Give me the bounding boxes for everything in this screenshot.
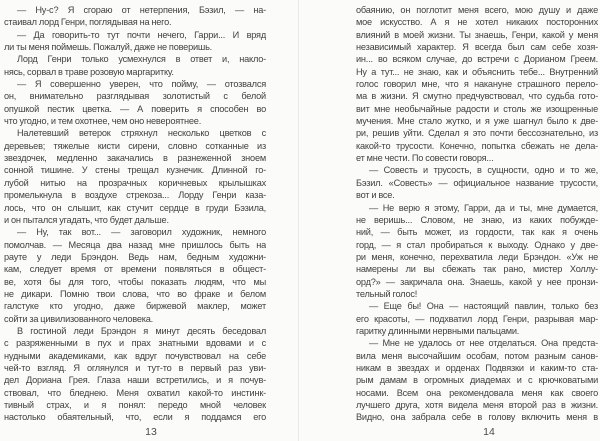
text-line: намерены ли вы сбежать так рано, мистер Холлу-	[356, 264, 598, 275]
text-line: промелькнула в воздухе стрекоза... Лорду Генри каза-	[4, 190, 266, 201]
text-line: Видно, она забрала себе в голову включить меня в	[356, 412, 598, 423]
text-line: вила меня высочайшим особам, потом разным санов-	[356, 350, 598, 361]
text-line: никам в звездах и орденах Подвязки и каким-то ста-	[356, 362, 598, 373]
text-line: — Совесть и трусость, в сущности, одно и то же,	[369, 165, 598, 176]
text-line: вот и все.	[356, 190, 395, 201]
text-line: дел Дориана Грея. Глаза наши встретились, и я почув-	[4, 375, 266, 386]
page-number-right: 14	[483, 426, 495, 438]
text-line: нудными академиками, как вдруг почувствовал на себе	[4, 350, 266, 361]
text-line: нясь, сорвал в траве розовую маргаритку.	[4, 66, 174, 77]
text-line: чей-то взгляд. Я оглянулся и тут-то в первый раз уви-	[4, 362, 266, 373]
text-line: мучения. Мне стало жутко, и я уже шагнул было к две-	[356, 116, 598, 127]
text-line: опушкой пестик цветка. — А поверить я способен во	[4, 103, 266, 114]
text-line: не веришь... Словом, не знаю, из каких побужде-	[356, 214, 598, 225]
text-line: Бэзил. «Совесть» — официальное название трусости,	[356, 177, 598, 188]
page-divider	[298, 0, 299, 441]
text-line: ет мне чести. По совести говоря...	[356, 153, 494, 164]
text-line: стаивал лорд Генри, поглядывая на него.	[4, 17, 172, 28]
text-line: ри меня, конечно, перехватила леди Брэндон. «Уж не	[356, 251, 598, 262]
text-line: мое искусство. А я не хотел никаких посторонних	[356, 17, 598, 28]
text-line: влияний в моей жизни. Ты знаешь, Генри, какой у меня	[356, 29, 598, 40]
text-line: Ну а тут... не знаю, как и объяснить тебе... Внутренний	[356, 66, 598, 77]
text-line: какой-то трусости. Конечно, попытка сбежать не дела-	[356, 140, 598, 151]
text-line: лубой нитью на прозрачных коричневых крылышках	[4, 177, 266, 188]
text-line: кам, следует время от времени появляться в общест-	[4, 264, 266, 275]
text-line: галстуке кто угодно, даже биржевой маклер, может	[4, 301, 266, 312]
text-line: лучшего друга, хотя видела меня второй раз в жизни.	[356, 400, 598, 410]
text-line: ствовал, что бледнею. Меня охватил какой-то инстинк-	[4, 387, 266, 398]
text-line: Лорд Генри только усмехнулся в ответ и, накло-	[17, 54, 266, 65]
text-line: голос говорил мне, что я накануне страшного перело-	[356, 79, 598, 90]
text-line: горд, — я стал пробираться к выходу. Однако у две-	[356, 239, 598, 250]
text-line: ин... во всяком случае, до встречи с Дорианом Греем.	[356, 54, 598, 65]
text-line: В гостиной леди Брэндон я минут десять беседовал	[17, 325, 266, 336]
text-line: — Еще бы! Она — настоящий павлин, только без	[369, 301, 598, 312]
text-line: независимый характер. Я всегда был сам себе хозя-	[356, 42, 598, 53]
text-line: — Ну, так вот... — заговорил художник, немного	[17, 227, 266, 238]
text-line: и он пытался угадать, что будет дальше.	[4, 214, 169, 225]
text-line: его красоты, — подхватил лорд Генри, разрывая мар-	[356, 313, 598, 324]
text-line: — Ну-с? Я сгораю от нетерпения, Бэзил, — на-	[17, 5, 266, 15]
text-line: гаритку длинными нервными пальцами.	[356, 325, 520, 336]
text-line: он, внимательно разглядывая золотистый с белой	[4, 91, 266, 102]
text-line: рауте у леди Брэндон. Ведь нам, бедным художни-	[4, 251, 266, 262]
text-line: обаянию, он поглотит меня всего, мою душу и даже	[356, 5, 598, 15]
text-line: помолчав. — Месяца два назад мне пришлось быть на	[4, 239, 266, 250]
text-line: тельный голос!	[356, 288, 418, 299]
text-line: — Я совершенно уверен, что пойму, — отозвался	[17, 79, 266, 90]
text-line: носами. Всем она рекомендовала меня как своего	[356, 387, 598, 398]
right-page-text	[356, 4, 598, 424]
text-line: орд?» — закричала она. Знаешь, какой у нее пронзи-	[356, 276, 598, 287]
text-line: — Мне не удалось от нее отделаться. Она предста-	[369, 338, 598, 349]
text-line: ли ты меня поймешь. Пожалуй, даже не поверишь.	[4, 42, 213, 53]
text-line: что угодно, и тем охотнее, чем оно невероятнее.	[4, 116, 202, 127]
text-line: сонной тишине. У стены трещал кузнечик. Длинной го-	[4, 165, 266, 176]
text-line: ний, — быть может, из гордости, так как я очень	[356, 227, 598, 238]
text-line: не дикари. Помню твои слова, что во фраке и белом	[4, 288, 266, 299]
text-line: Налетевший ветерок стряхнул несколько цветков с	[17, 128, 266, 139]
text-line: деревьев; тяжелые кисти сирени, словно сотканные из	[4, 140, 266, 151]
text-line: ри, решив уйти. Сделал я это почти бессознательно, из	[356, 128, 598, 139]
text-line: — Да говорить-то тут почти нечего, Гарри... И вряд	[17, 29, 266, 40]
text-line: рым дамам в огромных диадемах и с крючковатыми	[356, 375, 598, 386]
text-line: тивный страх, и я понял: передо мной человек	[4, 400, 266, 410]
page-number-left: 13	[145, 426, 157, 438]
text-line: ма в жизни. Я смутно предчувствовал, что судьба гото-	[356, 91, 598, 102]
left-page-text	[4, 4, 266, 424]
text-line: настолько обаятельный, что, если я поддамся его	[4, 412, 266, 423]
text-line: вит мне необычайные радости и столь же изощренные	[356, 103, 598, 114]
text-line: сойти за цивилизованного человека.	[4, 313, 154, 324]
text-line: лось, что он слышит, как стучит сердце в груди Бэзила,	[4, 202, 266, 213]
text-line: — Не верю я этому, Гарри, да и ты, мне думается,	[369, 202, 598, 213]
text-line: с разряженными в пух и прах знатными вдовами и с	[4, 338, 266, 349]
text-line: звездочек, медленно закачались в разнеженной зноем	[4, 153, 266, 164]
text-line: ве, хотя бы для того, чтобы показать людям, что мы	[4, 276, 266, 287]
